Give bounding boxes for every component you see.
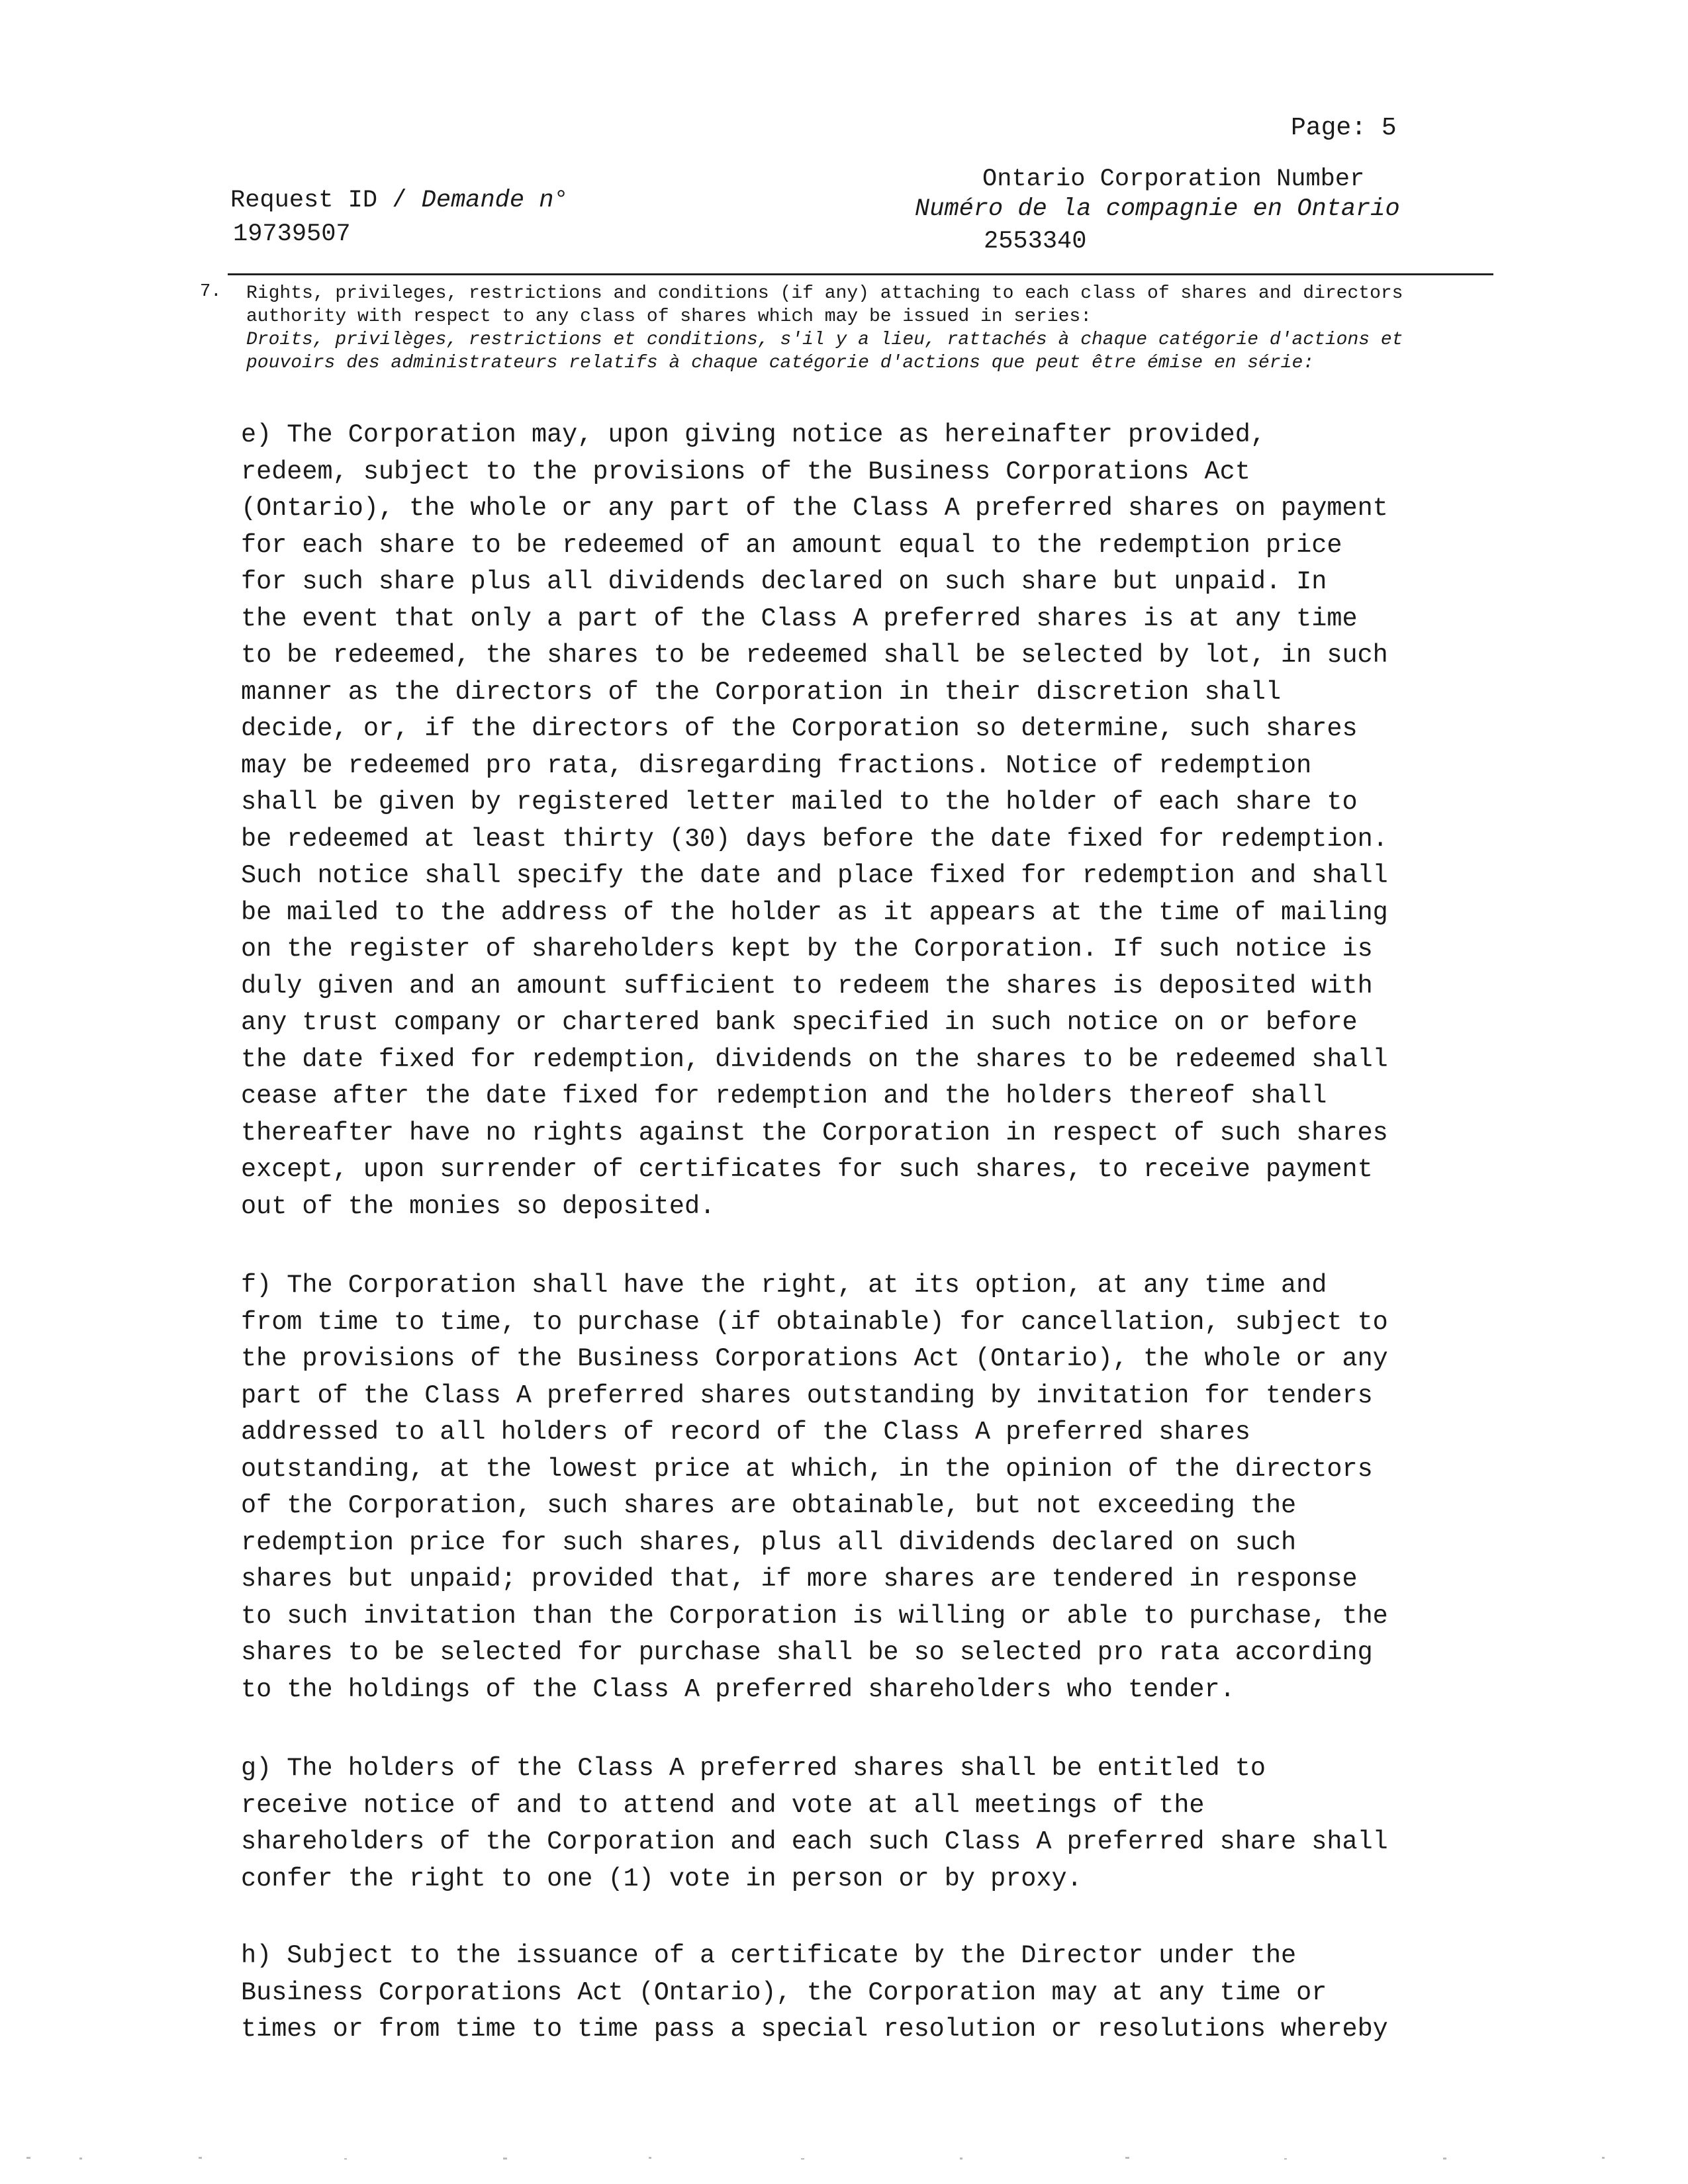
- corporation-number-label-fr: Numéro de la compagnie en Ontario: [915, 195, 1400, 223]
- clause-g: g) The holders of the Class A preferred shares shall be entitled to receive notice of and to attend and vote at all meetings of the shareholders of the Corporation and each such Class A preferred share shall confer the right to one (1) vote in person or by proxy.: [241, 1754, 1388, 1893]
- clause-h: h) Subject to the issuance of a certificate by the Director under the Business Corporations Act (Ontario), the Corporation may at any time or times or from time to time pass a special resolution or resolutions whereby: [241, 1941, 1388, 2044]
- request-id-label: [230, 187, 569, 214]
- item-heading: [246, 282, 1491, 375]
- corporation-number-value: 2553340: [984, 228, 1087, 255]
- item-number: 7.: [200, 282, 222, 302]
- page-number: Page: 5: [1291, 114, 1397, 142]
- header-divider: [228, 273, 1493, 275]
- scan-artifact-specks: [0, 2154, 1688, 2162]
- corporation-number-label: Ontario Corporation Number: [982, 165, 1365, 193]
- request-id-label-en: Request ID /: [230, 187, 422, 214]
- clause-e: e) The Corporation may, upon giving notice as hereinafter provided, redeem, subject to the provisions of the Business Corporations Act (Ontario), the whole or any part of the Class A preferred shares on payment for each share to be redeemed of an amount equal to the redemption price for such share plus all dividends declared on such share but unpaid. In the event that only a part of the Class A preferred shares is at any time to be redeemed, the shares to be redeemed shall be selected by lot, in such manner as the directors of the Corporation in their discretion shall decide, or, if the directors of the Corporation so determine, such shares may be redeemed pro rata, disregarding fractions. Notice of redemption shall be given by registered letter mailed to the holder of each share to be redeemed at least thirty (30) days before the date fixed for redemption. Such notice shall specify the date and place fixed for redemption and shall be mailed to the address of the holder as it appears at the time of mailing on the register of shareholders kept by the Corporation. If such notice is duly given and an amount sufficient to redeem the shares is deposited with any trust company or chartered bank specified in such notice on or before the date fixed for redemption, dividends on the shares to be redeemed shall cease after the date fixed for redemption and the holders thereof shall thereafter have no rights against the Corporation in respect of such shares except, upon surrender of certificates for such shares, to receive payment out of the monies so deposited.: [241, 420, 1388, 1221]
- request-id-value: 19739507: [233, 220, 351, 248]
- item-heading-en: Rights, privileges, restrictions and conditions (if any) attaching to each class of shares and directors authority with respect to any class of shares which may be issued in series:: [246, 283, 1403, 327]
- request-id-label-fr: Demande n°: [421, 187, 569, 214]
- clause-f: f) The Corporation shall have the right, at its option, at any time and from time to time, to purchase (if obtainable) for cancellation, subject to the provisions of the Business Corporations Act (Ontario), the whole or any part of the Class A preferred shares outstanding by invitation for tenders addressed to all holders of record of the Class A preferred shares outstanding, at the lowest price at which, in the opinion of the directors of the Corporation, such shares are obtainable, but not exceeding the redemption price for such shares, plus all dividends declared on such shares but unpaid; provided that, if more shares are tendered in response to such invitation than the Corporation is willing or able to purchase, the shares to be selected for purchase shall be so selected pro rata according to the holdings of the Class A preferred shareholders who tender.: [241, 1271, 1388, 1704]
- item-heading-fr: Droits, privilèges, restrictions et conditions, s'il y a lieu, rattachés à chaque catégorie d'actions et pouvoirs des administrateurs relatifs à chaque catégorie d'actions que peut être émise en série:: [246, 330, 1403, 373]
